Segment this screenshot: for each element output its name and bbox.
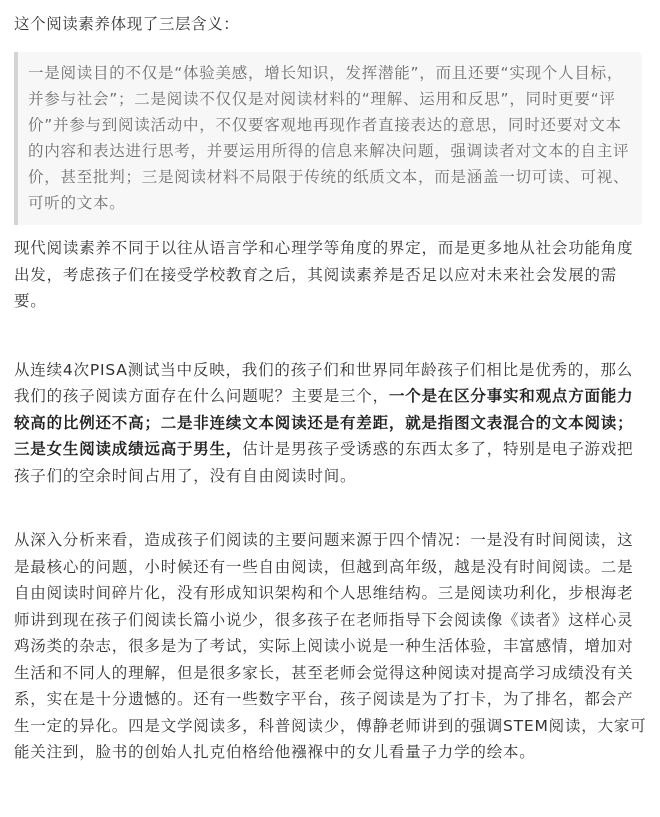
paragraph-2-tail: 估计是男孩子受诱惑的东西太多了，特别是电子游戏把孩子们的空余时间占用了，没有自由阅读时间。 [14, 440, 634, 485]
blockquote-text: 一是阅读目的不仅是“体验美感，增长知识，发挥潜能”，而且还要“实现个人目标，并参与社会”；二是阅读不仅仅是对阅读材料的“理解、运用和反思”，同时更要“评价”并参与到阅读活动中，不仅要客观地再现作者直接表达的意思，同时还要对文本的内容和表达进行思考，并要运用所得的信息来解决问题，强调读者对文本的自主评价，甚至批判；三是阅读材料不局限于传统的纸质文本，而是涵盖一切可读、可视、可听的文本。 [28, 64, 630, 212]
paragraph-2 [14, 357, 648, 490]
paragraph-3: 从深入分析来看，造成孩子们阅读的主要问题来源于四个情况：一是没有时间阅读，这是最核心的问题，小时候还有一些自由阅读，但越到高年级，越是没有时间阅读。二是自由阅读时间碎片化，没有形成知识架构和个人思维结构。三是阅读功利化，步根海老师讲到现在孩子们阅读长篇小说少，很多孩子在老师指导下会阅读像《读者》这样心灵鸡汤类的杂志，很多是为了考试，实际上阅读小说是一种生活体验，丰富感情，增加对生活和不同人的理解，但是很多家长，甚至老师会觉得这种阅读对提高学习成绩没有关系，实在是十分遗憾的。还有一些数字平台，孩子阅读是为了打卡，为了排名，都会产生一定的异化。四是文学阅读多，科普阅读少，傅静老师讲到的强调STEM阅读，大家可能关注到，脸书的创始人扎克伯格给他襁褓中的女儿看量子力学的绘本。 [14, 531, 647, 761]
paragraph-1: 现代阅读素养不同于以往从语言学和心理学等角度的界定，而是更多地从社会功能角度出发，考虑孩子们在接受学校教育之后，其阅读素养是否足以应对未来社会发展的需要。 [14, 239, 634, 310]
intro-line: 这个阅读素养体现了三层含义： [14, 15, 240, 33]
paragraph-2-bold: 一个是在区分事实和观点方面能力较高的比例还不高；二是非连续文本阅读还是有差距，就是指图文表混合的文本阅读；三是女生阅读成绩远高于男生， [14, 387, 634, 458]
paragraph-2-lead: 从连续4次PISA测试当中反映，我们的孩子们和世界同年龄孩子们相比是优秀的，那么我们的孩子阅读方面存在什么问题呢？主要是三个， [14, 360, 634, 405]
blockquote [14, 52, 642, 225]
